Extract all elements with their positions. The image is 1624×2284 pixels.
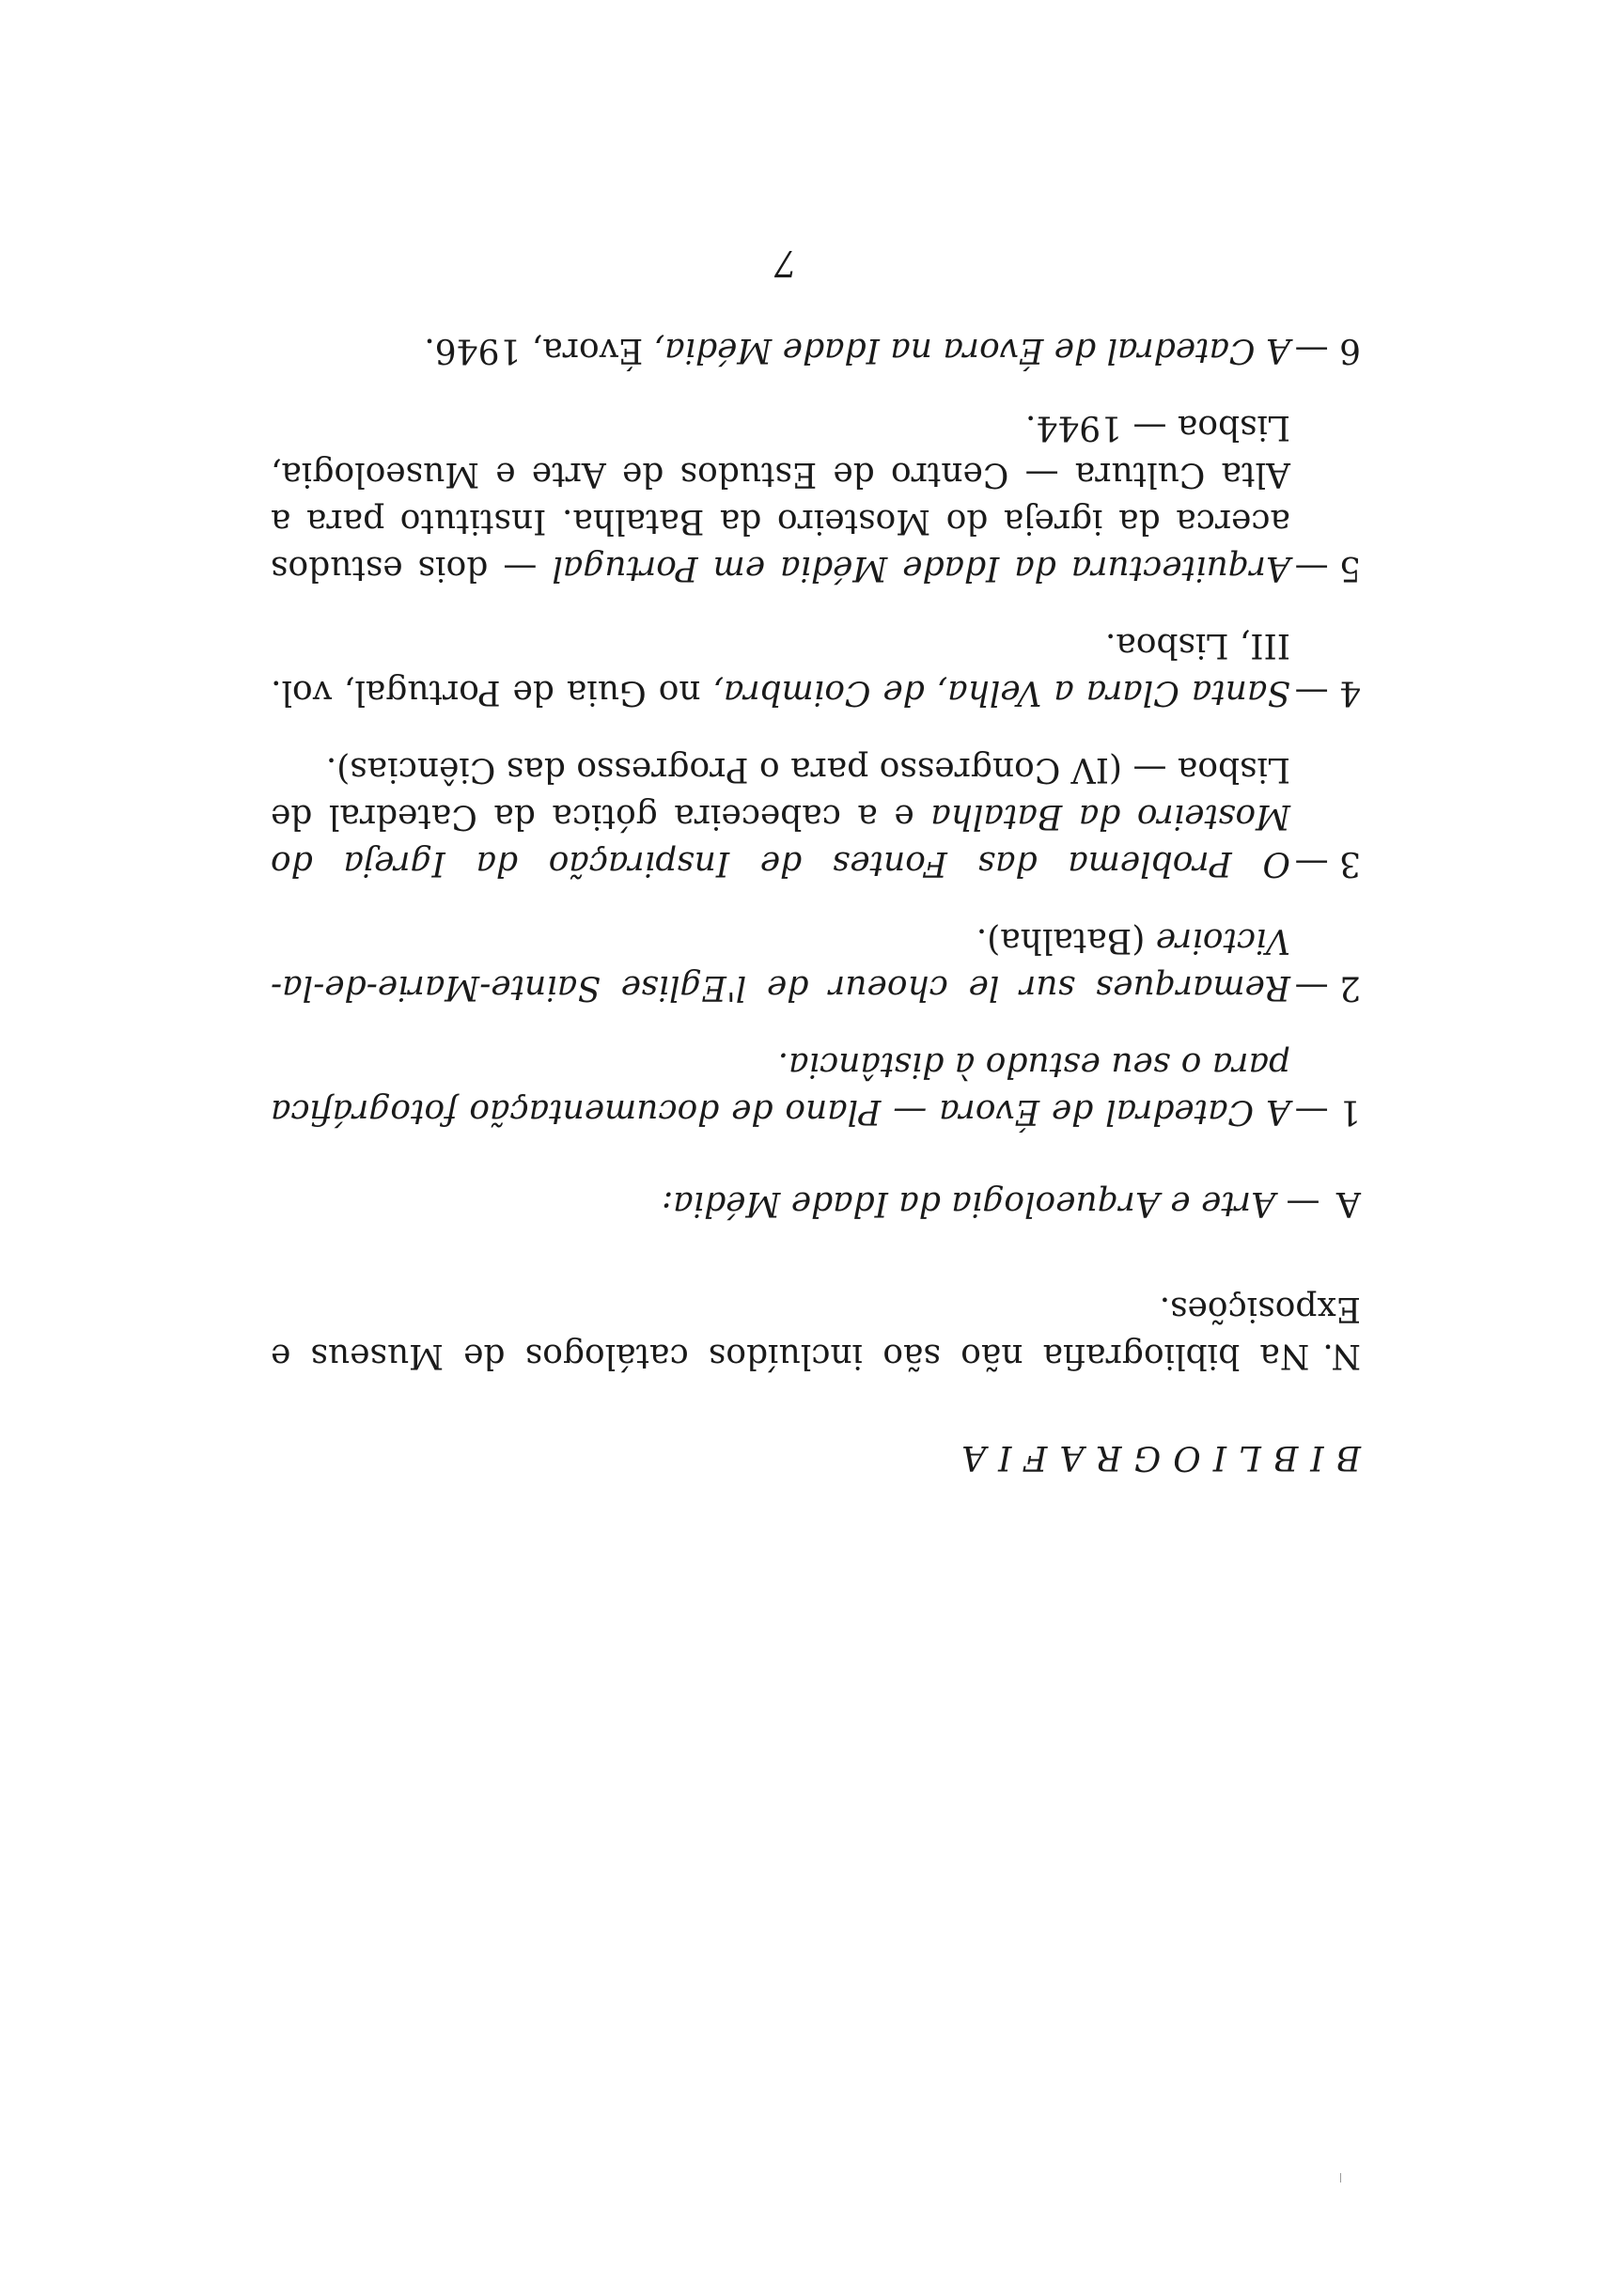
entry-title-text: A Catedral de Évora na Idade Média, <box>653 331 1290 369</box>
section-letter: A <box>1336 1184 1361 1223</box>
entry-text <box>271 1040 1290 1134</box>
scan-mark <box>1340 2173 1341 2182</box>
section-title: Arte e Arqueologia da Idade Média: <box>662 1184 1276 1223</box>
entry-title-text: O Problema das Fontes de Inspiração da Igreja do Mosteiro da Batalha <box>271 797 1290 883</box>
entry-text <box>271 621 1290 715</box>
entry-text <box>271 326 1290 373</box>
entry-number: 2 — <box>1294 968 1361 1007</box>
entry-detail-text: Évora, 1946. <box>424 331 654 369</box>
entry-text <box>271 403 1290 591</box>
bibliography-entry <box>271 621 1361 715</box>
section-heading <box>271 1180 1361 1227</box>
section-dash: — <box>1286 1184 1320 1223</box>
entry-title-text: Santa Clara a Velha, de Coimbra, <box>712 673 1290 712</box>
entry-number: 5 — <box>1294 549 1361 587</box>
entry-list <box>271 326 1361 1134</box>
bibliography-entry <box>271 916 1361 1010</box>
entry-text <box>271 916 1290 1010</box>
bibliography-entry <box>271 403 1361 591</box>
bibliography-note <box>271 1285 1361 1379</box>
bibliography-entry <box>271 326 1361 373</box>
note-lead: N. <box>1322 1337 1361 1375</box>
entry-number: 1 — <box>1294 1092 1361 1131</box>
entry-detail-text: — dois estudos acerca da igreja do Mosteiro da Batalha. Instituto para a Alta Cultura — Centro de Estudos de Arte e Museologia, Lisboa — 1944. <box>271 408 1290 587</box>
entry-title-text: Remarques sur le choeur de l'Eglise Sainte-Marie-de-la-Victoire <box>271 921 1290 1007</box>
page-heading: BIBLIOGRAFIA <box>949 1438 1361 1477</box>
entry-text <box>271 745 1290 886</box>
entry-detail-text: e a cabeceira gótica da Catedral de Lisboa — (IV Congresso para o Progresso das Ciências). <box>271 750 1290 836</box>
entry-detail-text: (Batalha). <box>976 921 1156 960</box>
entry-title-text: Arquitectura da Idade Média em Portugal <box>552 549 1290 587</box>
bibliography-text-block <box>271 296 1361 1480</box>
page-number: 7 <box>773 242 797 284</box>
bibliography-entry <box>271 1040 1361 1134</box>
entry-number: 3 — <box>1294 844 1361 883</box>
entry-title-text: A Catedral de Évora — Plano de documentação fotográfica para o seu estudo à distância. <box>271 1045 1290 1131</box>
entry-detail-text: no Guia de Portugal, vol. III, Lisboa. <box>271 626 1290 712</box>
entry-number: 4 — <box>1294 673 1361 712</box>
note-text: Na bibliografia não são incluídos catálogos de Museus e Exposições. <box>271 1290 1361 1375</box>
entry-number: 6 — <box>1294 331 1361 369</box>
bibliography-entry <box>271 745 1361 886</box>
